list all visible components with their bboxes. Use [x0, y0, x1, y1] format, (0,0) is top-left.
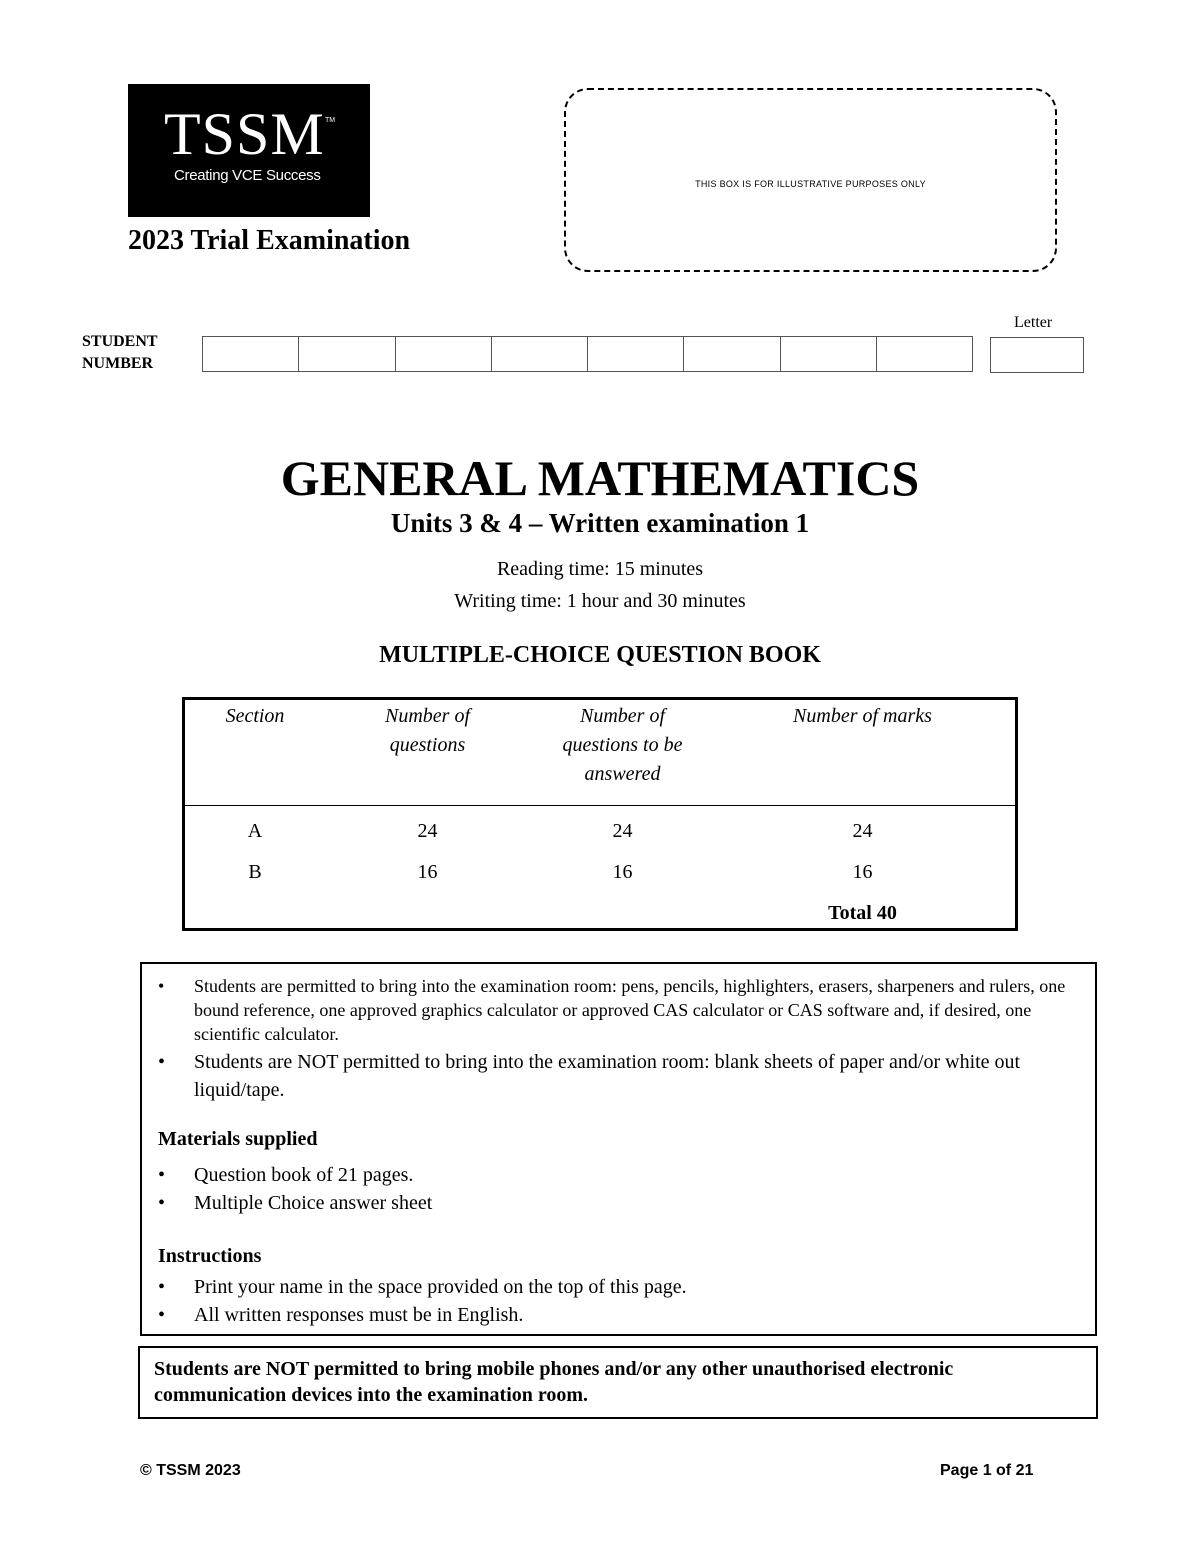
- section-table: [182, 697, 1018, 931]
- instructions-item: • All written responses must be in English.: [194, 1301, 1075, 1329]
- mobile-phone-warning: Students are NOT permitted to bring mobile phones and/or any other unauthorised electronic communication devices into the examination room.: [138, 1346, 1098, 1419]
- table-cell: 16: [612, 861, 633, 883]
- illustrative-box: [564, 88, 1057, 272]
- copyright: © TSSM 2023: [140, 1462, 241, 1479]
- student-number-digit-box[interactable]: [588, 337, 684, 371]
- header-questions-to-answer: Number of questions to be answered: [562, 705, 683, 785]
- illustrative-note: THIS BOX IS FOR ILLUSTRATIVE PURPOSES ONLY: [695, 179, 926, 189]
- header-number-of-questions: Number of questions: [385, 705, 470, 756]
- section-table-header: [185, 700, 1015, 806]
- table-cell: 24: [852, 820, 873, 842]
- header-section: Section: [225, 705, 285, 727]
- student-number-label: STUDENT NUMBER: [82, 333, 158, 372]
- table-total: Total 40: [828, 902, 897, 924]
- rules-box: [140, 962, 1097, 1336]
- student-number-digit-box[interactable]: [877, 337, 972, 371]
- reading-time: Reading time: 15 minutes: [496, 558, 704, 580]
- trial-heading: 2023 Trial Examination: [128, 225, 411, 256]
- exam-title: GENERAL MATHEMATICS: [280, 450, 920, 506]
- table-cell: 16: [852, 861, 873, 883]
- permitted-items: • Students are permitted to bring into the examination room: pens, pencils, highlighters, erasers, sharpeners and rulers, one bound reference, one approved graphics calculator or approved CAS calculator or CAS software and, if desired, one scientific calculator.: [194, 974, 1075, 1046]
- logo-wordmark: TSSM: [164, 101, 325, 167]
- writing-time: Writing time: 1 hour and 30 minutes: [454, 590, 746, 612]
- book-heading: MULTIPLE-CHOICE QUESTION BOOK: [379, 642, 821, 668]
- logo-trademark: TM: [325, 117, 336, 124]
- logo-tagline: Creating VCE Success: [174, 167, 321, 184]
- exam-subtitle: Units 3 & 4 – Written examination 1: [390, 508, 810, 538]
- student-number-digit-box[interactable]: [781, 337, 877, 371]
- table-cell: 16: [417, 861, 438, 883]
- table-cell: 24: [417, 820, 438, 842]
- letter-label: Letter: [1014, 314, 1053, 331]
- materials-item: • Question book of 21 pages.: [194, 1161, 1075, 1189]
- student-number-digit-box[interactable]: [684, 337, 780, 371]
- page-number: Page 1 of 21: [940, 1462, 1034, 1479]
- student-number-digit-box[interactable]: [492, 337, 588, 371]
- instructions-heading: Instructions: [158, 1245, 262, 1267]
- header-number-of-marks: Number of marks: [793, 705, 932, 727]
- materials-item: • Multiple Choice answer sheet: [194, 1189, 1075, 1217]
- table-cell: A: [247, 820, 263, 842]
- table-cell: 24: [612, 820, 633, 842]
- tssm-logo: [128, 84, 370, 217]
- materials-heading: Materials supplied: [158, 1128, 318, 1150]
- student-number-boxes: [202, 336, 973, 372]
- student-number-digit-box[interactable]: [203, 337, 299, 371]
- not-permitted-items: • Students are NOT permitted to bring into the examination room: blank sheets of paper and/or white out liquid/tape.: [194, 1048, 1075, 1104]
- instructions-item: • Print your name in the space provided on the top of this page.: [194, 1273, 1075, 1301]
- student-number-digit-box[interactable]: [396, 337, 492, 371]
- student-number-digit-box[interactable]: [299, 337, 395, 371]
- letter-box[interactable]: [990, 337, 1084, 373]
- table-cell: B: [248, 861, 262, 883]
